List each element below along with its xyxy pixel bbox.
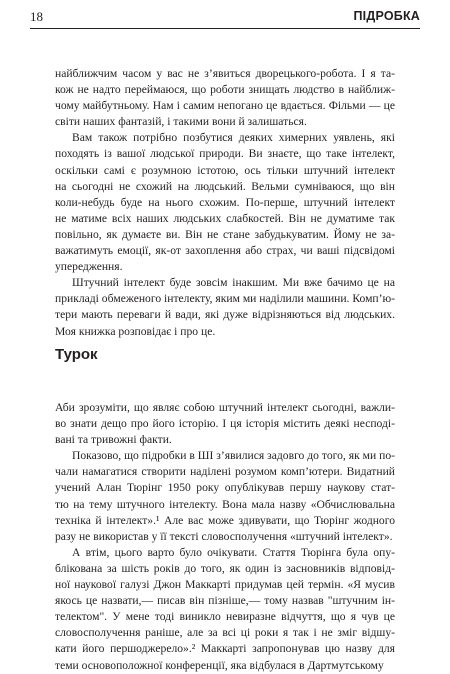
- text-line: найближчим часом у вас не з’явиться дворецького-робота. І я та-: [55, 67, 395, 80]
- text-line: Вам також потрібно позбутися деяких химерних уявлень, які: [72, 131, 395, 145]
- body-text-block-1: [55, 66, 395, 340]
- text-line: тю на тему штучного інтелекту. Вона мала назву «Обчислювальна: [55, 497, 395, 511]
- text-line: учений Алан Тюрінг 1950 року опублікував першу наукову стат-: [55, 481, 395, 495]
- text-line: Аби зрозуміти, що являє собою штучний інтелект сьогодні, важли-: [55, 401, 395, 414]
- text-line: чали намагатися створити наділені розумом комп’ютери. Видатний: [55, 465, 395, 479]
- text-line: теми основоположної конференції, яка відбулася в Дартмутському: [55, 658, 384, 672]
- header-rule: [30, 28, 420, 29]
- text-line: Показово, що підробки в ШІ з’явилися задовго до того, як ми по-: [72, 449, 395, 463]
- page-number: 18: [30, 9, 43, 24]
- text-line: упередження.: [55, 260, 123, 274]
- text-line: разу не використав у її тексті словосполучення «штучний інтелект».: [55, 529, 393, 543]
- text-line: кати його першоджерело».² Маккарті запропонував цю назву для: [55, 642, 395, 656]
- text-line: повільно, як думаєте ви. Він не стане забудькуватим. Йому не за-: [55, 227, 395, 241]
- text-line: словосполучення раніше, але за всі ці роки я так і не зміг відшу-: [55, 626, 395, 640]
- text-line: походять із вашої людської природи. Ви знаєте, що таке інтелект,: [55, 147, 395, 161]
- text-line: вані та тривожні факти.: [55, 433, 172, 447]
- text-line: чому майбутньому. Нам і самим непогано це вдається. Фільми — це: [55, 99, 395, 113]
- text-line: А втім, цього варто було очікувати. Стаття Тюрінга була опу-: [72, 545, 395, 559]
- text-line: тери мають переваги й вади, які дуже відрізняються від людських.: [55, 308, 395, 322]
- text-line: важатимуть емоції, як-от захоплення або страх, чи ваші підсвідомі: [55, 244, 395, 258]
- text-line: во знати дещо про його історію. І ця історія містить деякі несподі-: [55, 417, 395, 431]
- text-line: кож не надто переймаюся, що роботи знищать людство в найближ-: [55, 83, 395, 97]
- text-line: блікована за шість років до того, як один із засновників відповід-: [55, 561, 395, 575]
- text-line: прикладі обмеженого інтелекту, яким ми наділили машини. Комп’ю-: [55, 292, 396, 306]
- text-line: телектом". У мене тоді виникло невиразне відчуття, що я чув це: [55, 610, 395, 624]
- text-line: світи наших фантазій, і такими вони й залишаться.: [55, 115, 307, 129]
- text-line: оскільки самі є розумною істотою, ось тільки штучний інтелект: [55, 163, 395, 177]
- text-line: коли-небудь буде на нього схожим. По-перше, штучний інтелект: [55, 195, 395, 209]
- section-heading: Турок: [55, 346, 98, 363]
- text-line: якось це назвати,— писав він пізніше,— тому назвав "штучним ін-: [55, 594, 395, 608]
- text-line: Моя книжка розповідає і про це.: [55, 324, 216, 338]
- text-line: техніка й інтелект».¹ Але вас може здивувати, що Тюрінг жодного: [55, 513, 395, 527]
- body-text-block-2: [55, 400, 395, 674]
- text-line: ної наукової галузі Джон Маккарті придумав цей термін. «Я мусив: [55, 578, 395, 592]
- text-line: не матиме всіх наших людських слабкостей. Він не думатиме так: [55, 211, 395, 225]
- text-line: Штучний інтелект буде зовсім інакшим. Ми вже бачимо це на: [72, 276, 395, 290]
- running-head: ПІДРОБКА: [353, 9, 420, 23]
- text-line: на сьогодні не схожий на людський. Вельми сумніваюся, що він: [55, 179, 395, 193]
